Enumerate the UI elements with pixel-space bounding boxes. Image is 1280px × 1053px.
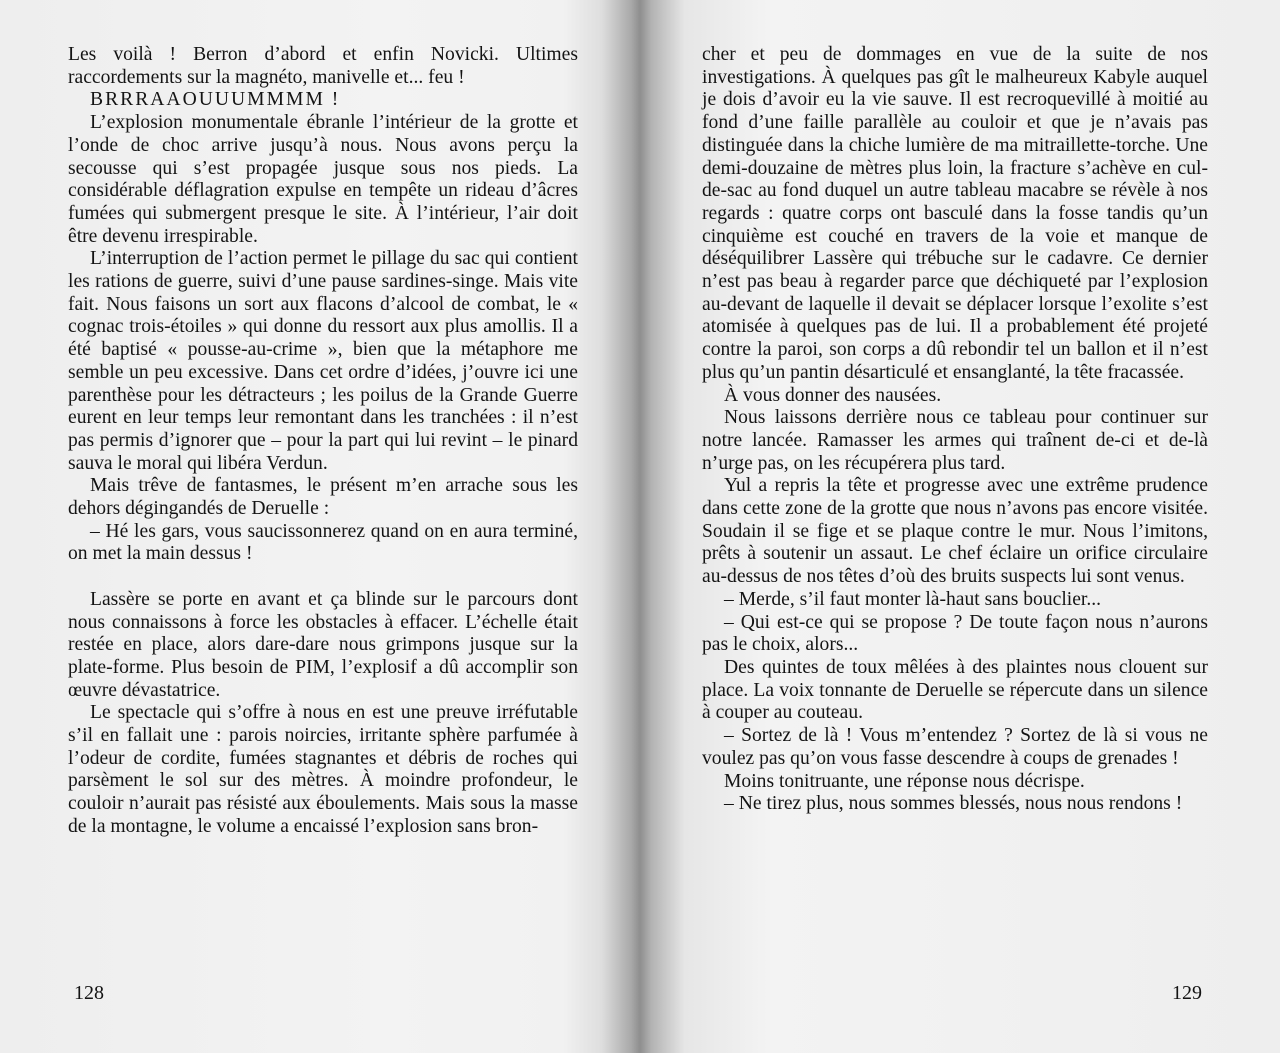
paragraph: – Merde, s’il faut monter là-haut sans bouclier... [724,588,1102,610]
paragraph: BRRRAAOUUUMMMM ! [90,89,341,111]
page-number: 129 [1172,982,1202,1004]
paragraph: Nous laissons derrière nous ce tableau pour continuer sur notre lancée. Ramasser les armes qui traînent de-ci et de-là n’urge pas, on les récupérera plus tard. [702,407,1208,474]
paragraph: – Sortez de là ! Vous m’entendez ? Sortez de là si vous ne voulez pas qu’on vous fasse descendre à coups de grenades ! [702,725,1208,769]
page-number: 128 [74,982,104,1004]
paragraph: – Ne tirez plus, nous sommes blessés, nous nous rendons ! [724,793,1183,815]
paragraph: Mais trêve de fantasmes, le présent m’en arrache sous les dehors dégingandés de Deruelle : [68,475,578,520]
paragraph: À vous donner des nausées. [724,384,942,406]
paragraph: L’explosion monumentale ébranle l’intérieur de la grotte et l’onde de choc arrive jusqu’à nous. Nous avons perçu la secousse qui s’est propagée jusque sous nos pieds. La considérable déflagration expulse en tempête un rideau d’âcres fumées qui submergent presque le site. À l’intérieur, l’air doit être devenu irrespirable. [68,112,578,247]
paragraph: Des quintes de toux mêlées à des plaintes nous clouent sur place. La voix tonnante de Deruelle se répercute dans un silence à couper au couteau. [702,656,1208,724]
paragraph: L’interruption de l’action permet le pillage du sac qui contient les rations de guerre, suivi d’une pause sardines-singe. Mais vite fait. Nous faisons un sort aux flacons d’alcool de combat, le « cognac trois-étoiles » qui donne du ressort aux plus amollis. Il a été baptisé « pousse-au-crime », bien que la métaphore me semble un peu excessive. Dans cet ordre d’idées, j’ouvre ici une parenthèse pour les détracteurs ; les poilus de la Grande Guerre eurent en leur temps leur remontant dans les tranchées : il n’est pas permis d’ignorer que – pour la part qui lui revint – le pinard sauva le moral qui libéra Verdun. [68,248,578,474]
paragraph: – Hé les gars, vous saucissonnerez quand on en aura terminé, on met la main dessus ! [68,520,578,565]
left-page-text [68,44,578,839]
paragraph: Moins tonitruante, une réponse nous décrispe. [724,770,1085,792]
paragraph: – Qui est-ce qui se propose ? De toute façon nous n’aurons pas le choix, alors... [702,611,1208,656]
right-page-text [702,44,1208,816]
paragraph: cher et peu de dommages en vue de la suite de nos investigations. À quelques pas gît le malheureux Kabyle auquel je dois d’avoir eu la vie sauve. Il est recroquevillé à moitié au fond d’une faille parallèle au couloir et que je n’avais pas distinguée dans la chiche lumière de ma mitraillette-torche. Une demi-douzaine de mètres plus loin, la fracture s’achève en cul-de-sac au fond duquel un autre tableau macabre se révèle à nos regards : quatre corps ont basculé dans la fosse tandis qu’un cinquième est couché en travers de la voie et manque de déséquilibrer Lassère qui trébuche sur le cadavre. Ce dernier n’est pas beau à regarder parce que déchiqueté par l’explosion au-devant de laquelle il devait se déplacer lorsque l’exolite s’est atomisée à quelques pas de lui. Il a probablement été projeté contre la paroi, son corps a dû rebondir tel un ballon et il n’est plus qu’un pantin désarticulé et ensanglanté, la tête fracassée. [702,44,1208,383]
paragraph: Yul a repris la tête et progresse avec une extrême prudence dans cette zone de la grotte que nous n’avons pas encore visitée. Soudain il se fige et se plaque contre le mur. Nous l’imitons, prêts à soutenir un assaut. Le chef éclaire un orifice circulaire au-dessus de nos têtes d’où des bruits suspects lui sont venus. [702,475,1208,588]
paragraph: Le spectacle qui s’offre à nous en est une preuve irréfutable s’il en fallait une : parois noircies, irritante sphère parfumée à l’odeur de cordite, fumées stagnantes et débris de roches qui parsèment le sol sur des mètres. À moindre profondeur, le couloir n’aurait pas résisté aux éboulements. Mais sous la masse de la montagne, le volume a encaissé l’explosion sans bron- [68,702,578,837]
paragraph: Les voilà ! Berron d’abord et enfin Novicki. Ultimes raccordements sur la magnéto, manivelle et... feu ! [68,44,578,88]
paragraph: Lassère se porte en avant et ça blinde sur le parcours dont nous connaissons à force les obstacles à effacer. L’échelle était restée en place, alors dare-dare nous grimpons jusque sur la plate-forme. Plus besoin de PIM, l’explosif a dû accomplir son œuvre dévastatrice. [68,588,578,701]
